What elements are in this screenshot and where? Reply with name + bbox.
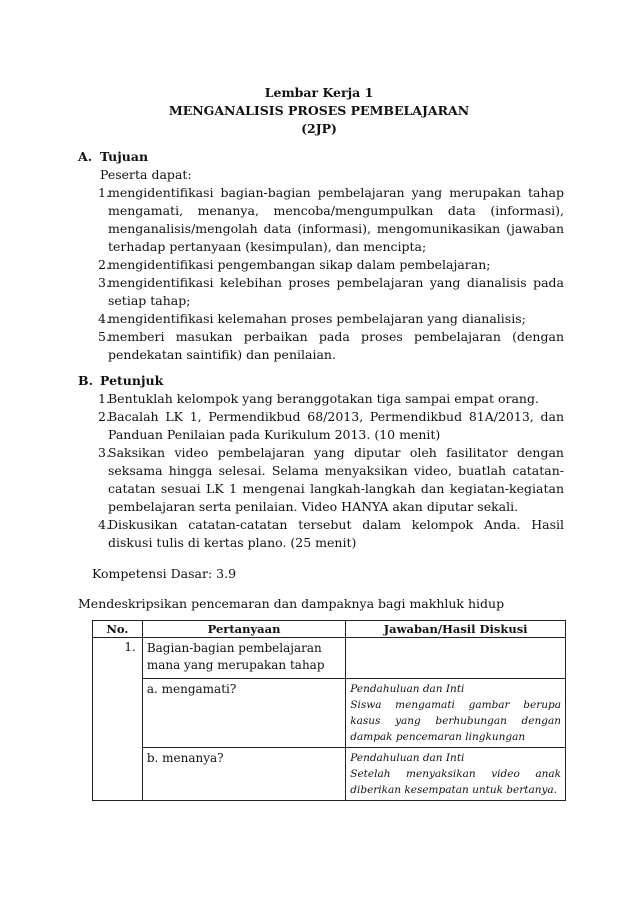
answer-detail: Siswa mengamati gambar berupa kasus yang berhubungan dengan dampak pencemaran lingkungan bbox=[350, 699, 561, 743]
question-cell: Bagian-bagian pembelajaran mana yang merupakan tahap bbox=[142, 638, 345, 679]
list-item bbox=[78, 256, 564, 274]
section-letter: A. bbox=[78, 149, 93, 164]
table-row bbox=[93, 679, 566, 748]
answer-cell[interactable] bbox=[346, 748, 566, 801]
list-item bbox=[78, 310, 564, 328]
list-item bbox=[78, 274, 564, 310]
objectives-list bbox=[78, 184, 564, 364]
list-item bbox=[78, 516, 564, 552]
item-text: Bentuklah kelompok yang beranggotakan tiga sampai empat orang. bbox=[108, 391, 539, 406]
item-text: memberi masukan perbaikan pada proses pembelajaran (dengan pendekatan saintifik) dan penilaian. bbox=[108, 329, 564, 362]
table-row bbox=[93, 748, 566, 801]
table-row bbox=[93, 638, 566, 679]
title-line-2: MENGANALISIS PROSES PEMBELAJARAN bbox=[168, 103, 470, 118]
instructions-list bbox=[78, 390, 564, 552]
kompetensi-description: Mendeskripsikan pencemaran dan dampaknya bagi makhluk hidup bbox=[78, 596, 505, 611]
section-tujuan bbox=[78, 148, 564, 364]
header-no: No. bbox=[93, 621, 143, 638]
question-cell: b. menanya? bbox=[142, 748, 345, 801]
row-number: 1. bbox=[93, 638, 143, 801]
item-number: 4. bbox=[98, 517, 110, 532]
item-number: 3. bbox=[98, 445, 110, 460]
section-intro: Peserta dapat: bbox=[100, 167, 192, 182]
answer-cell[interactable] bbox=[346, 679, 566, 748]
section-heading bbox=[78, 148, 564, 166]
answer-phase: Pendahuluan dan Inti bbox=[350, 683, 465, 695]
section-title: Petunjuk bbox=[100, 373, 164, 388]
answer-cell[interactable] bbox=[346, 638, 566, 679]
item-text: mengidentifikasi kelemahan proses pembelajaran yang dianalisis; bbox=[108, 311, 526, 326]
item-number: 3. bbox=[98, 275, 110, 290]
list-item bbox=[78, 328, 564, 364]
section-heading bbox=[78, 372, 564, 390]
item-text: mengidentifikasi kelebihan proses pembelajaran yang dianalisis pada setiap tahap; bbox=[108, 275, 564, 308]
item-number: 1. bbox=[98, 185, 110, 200]
list-item bbox=[78, 184, 564, 256]
answer-phase: Pendahuluan dan Inti bbox=[350, 752, 465, 764]
answer-detail: Setelah menyaksikan video anak diberikan kesempatan untuk bertanya. bbox=[350, 768, 561, 796]
item-text: Saksikan video pembelajaran yang diputar oleh fasilitator dengan seksama hingga selesai. Selama menyaksikan video, buatlah catatan-catatan sesuai LK 1 mengenai langkah-langkah dan kegiatan-kegiatan pembelajaran serta penilaian. Video HANYA akan diputar sekali. bbox=[108, 445, 564, 514]
list-item bbox=[78, 408, 564, 444]
worksheet-table bbox=[92, 620, 566, 801]
list-item bbox=[78, 390, 564, 408]
item-number: 1. bbox=[98, 391, 110, 406]
item-text: Bacalah LK 1, Permendikbud 68/2013, Permendikbud 81A/2013, dan Panduan Penilaian pada Kurikulum 2013. (10 menit) bbox=[108, 409, 564, 442]
item-text: mengidentifikasi bagian-bagian pembelajaran yang merupakan tahap mengamati, menanya, mencoba/mengumpulkan data (informasi), menganalisis/mengolah data (informasi), mengomunikasikan (jawaban terhadap pertanyaan (kesimpulan), dan mencipta; bbox=[108, 185, 564, 254]
table-header-row bbox=[93, 621, 566, 638]
section-letter: B. bbox=[78, 373, 93, 388]
item-number: 2. bbox=[98, 257, 110, 272]
header-answer: Jawaban/Hasil Diskusi bbox=[346, 621, 566, 638]
item-text: mengidentifikasi pengembangan sikap dalam pembelajaran; bbox=[108, 257, 491, 272]
header-question: Pertanyaan bbox=[142, 621, 345, 638]
section-petunjuk bbox=[78, 372, 564, 552]
kompetensi-dasar: Kompetensi Dasar: 3.9 bbox=[92, 566, 237, 581]
document-title bbox=[0, 84, 638, 138]
question-cell: a. mengamati? bbox=[142, 679, 345, 748]
item-text: Diskusikan catatan-catatan tersebut dalam kelompok Anda. Hasil diskusi tulis di kertas plano. (25 menit) bbox=[108, 517, 564, 550]
title-line-3: (2JP) bbox=[301, 121, 337, 136]
item-number: 5. bbox=[98, 329, 110, 344]
item-number: 2. bbox=[98, 409, 110, 424]
item-number: 4. bbox=[98, 311, 110, 326]
title-line-1: Lembar Kerja 1 bbox=[264, 85, 374, 100]
list-item bbox=[78, 444, 564, 516]
section-title: Tujuan bbox=[100, 149, 149, 164]
